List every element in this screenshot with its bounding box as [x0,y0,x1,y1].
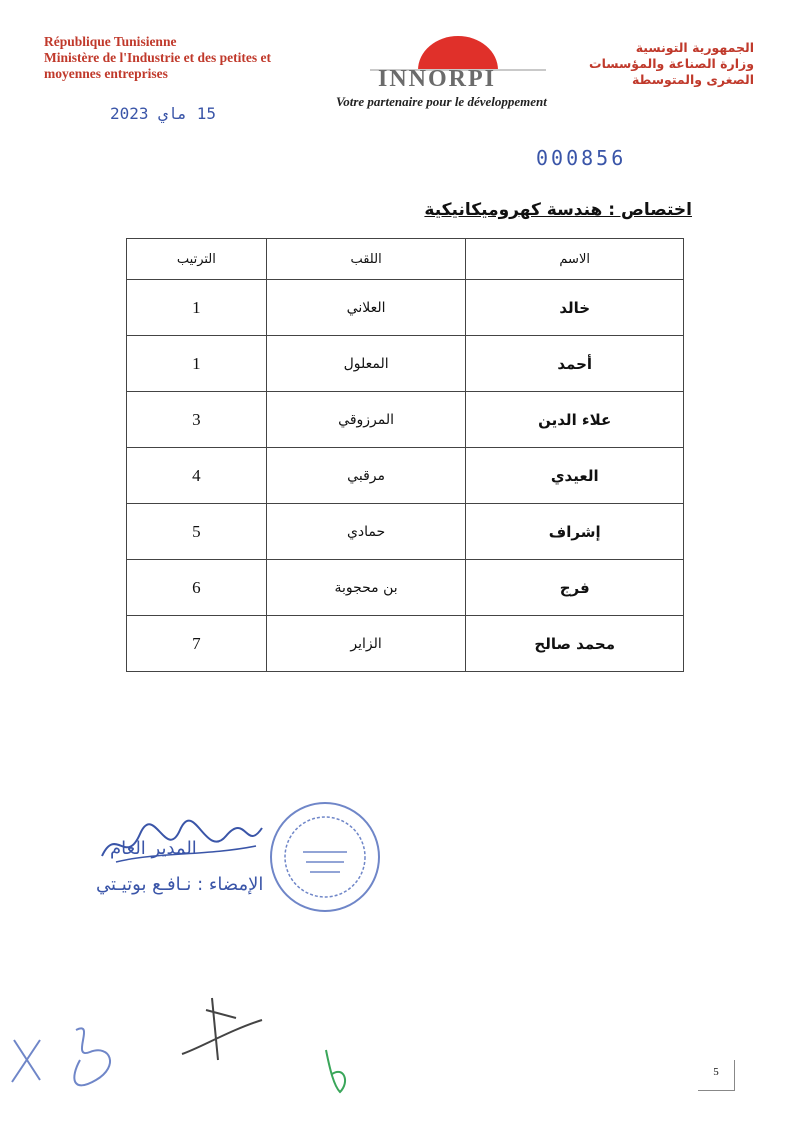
specialty-heading: اختصاص : هندسة كهروميكانيكية [424,200,692,220]
header-french-line: Ministère de l'Industrie et des petites et [44,50,271,65]
logo-text: INNORPI [378,66,497,92]
cell-last-name: بن محجوبة [266,560,466,616]
table-row [127,448,684,504]
initials-scribbles-icon [0,990,800,1110]
cell-last-name: العلاني [266,280,466,336]
table-header-row [127,239,684,280]
header-first-name: الاسم [466,239,684,280]
header-arabic-line: الصغرى والمتوسطة [631,72,754,87]
date-stamp: 15 ماي 2023 [110,104,216,123]
header-arabic-line: وزارة الصناعة والمؤسسات [589,56,754,71]
cell-first-name: أحمد [466,336,684,392]
table-row [127,560,684,616]
header-french-line: moyennes entreprises [44,66,168,81]
header-last-name: اللقب [266,239,466,280]
cell-first-name: محمد صالح [466,616,684,672]
signature-label: الإمضاء : نـافـع بوتيـتي [96,874,264,895]
table-row [127,280,684,336]
cell-rank: 7 [127,616,267,672]
cell-first-name: العيدي [466,448,684,504]
official-seal-icon [268,800,382,914]
cell-last-name: مرقبي [266,448,466,504]
logo-tagline: Votre partenaire pour le développement [336,94,547,109]
reference-number: 000856 [536,146,627,170]
table-row [127,616,684,672]
cell-first-name: إشراف [466,504,684,560]
ranking-table [126,238,684,672]
cell-last-name: حمادي [266,504,466,560]
cell-last-name: المعلول [266,336,466,392]
cell-first-name: علاء الدين [466,392,684,448]
cell-first-name: فرج [466,560,684,616]
cell-first-name: خالد [466,280,684,336]
header-french [44,34,324,82]
cell-rank: 6 [127,560,267,616]
cell-rank: 1 [127,280,267,336]
table-row [127,392,684,448]
table-row [127,504,684,560]
cell-rank: 4 [127,448,267,504]
header-rank: الترتيب [127,239,267,280]
header-arabic [534,40,754,88]
cell-last-name: المرزوقي [266,392,466,448]
handwritten-signature-icon [96,816,266,876]
header-french-line: République Tunisienne [44,34,177,49]
signature-title: المدير العام [110,838,197,859]
header-arabic-line: الجمهورية التونسية [635,40,754,55]
page-number: 5 [698,1060,735,1091]
table-row [127,336,684,392]
cell-last-name: الزاير [266,616,466,672]
cell-rank: 1 [127,336,267,392]
cell-rank: 5 [127,504,267,560]
cell-rank: 3 [127,392,267,448]
